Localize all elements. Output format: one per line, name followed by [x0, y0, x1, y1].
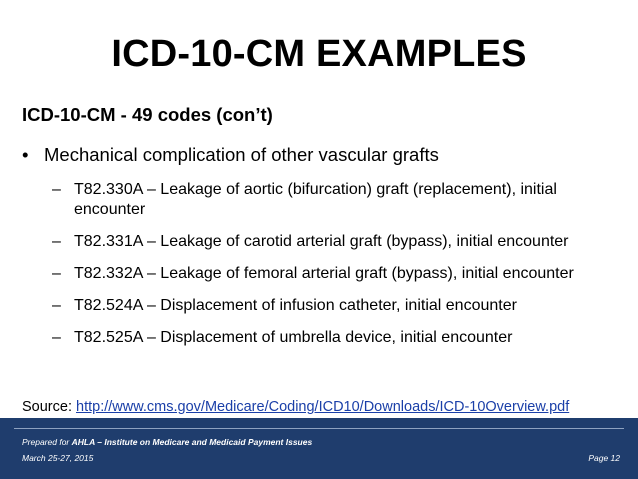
footer-prepared-org: AHLA – Institute on Medicare and Medicaid Payment Issues — [71, 437, 313, 447]
slide-subtitle: ICD-10-CM - 49 codes (con’t) — [22, 104, 273, 125]
list-item-text: T82.330A – Leakage of aortic (bifurcation) graft (replacement), initial encounter — [74, 181, 557, 218]
list-item — [52, 328, 612, 348]
footer-date: March 25-27, 2015 — [22, 453, 94, 463]
bullet-marker: • — [22, 144, 29, 165]
source-link[interactable]: http://www.cms.gov/Medicare/Coding/ICD10/Downloads/ICD-10Overview.pdf — [76, 399, 570, 415]
source-line — [22, 398, 569, 416]
dash-marker: – — [52, 181, 61, 198]
list-item-text: T82.525A – Displacement of umbrella device, initial encounter — [74, 329, 513, 346]
list-item-text: T82.331A – Leakage of carotid arterial graft (bypass), initial encounter — [74, 233, 569, 250]
footer-divider — [14, 428, 624, 429]
footer-prepared — [22, 437, 312, 447]
list-item — [52, 264, 612, 284]
list-item — [52, 180, 612, 220]
source-label: Source: — [22, 399, 72, 415]
footer-page-number: Page 12 — [588, 453, 620, 463]
dash-marker: – — [52, 265, 61, 282]
list-item-text: T82.524A – Displacement of infusion catheter, initial encounter — [74, 297, 517, 314]
dash-marker: – — [52, 297, 61, 314]
code-list — [52, 180, 612, 360]
list-item — [52, 232, 612, 252]
bullet-text: Mechanical complication of other vascular grafts — [44, 144, 439, 165]
slide-title: ICD-10-CM EXAMPLES — [111, 33, 527, 75]
dash-marker: – — [52, 329, 61, 346]
list-item-text: T82.332A – Leakage of femoral arterial graft (bypass), initial encounter — [74, 265, 574, 282]
dash-marker: – — [52, 233, 61, 250]
list-item — [52, 296, 612, 316]
main-bullet — [22, 144, 439, 166]
footer-prepared-prefix: Prepared for — [22, 437, 70, 447]
